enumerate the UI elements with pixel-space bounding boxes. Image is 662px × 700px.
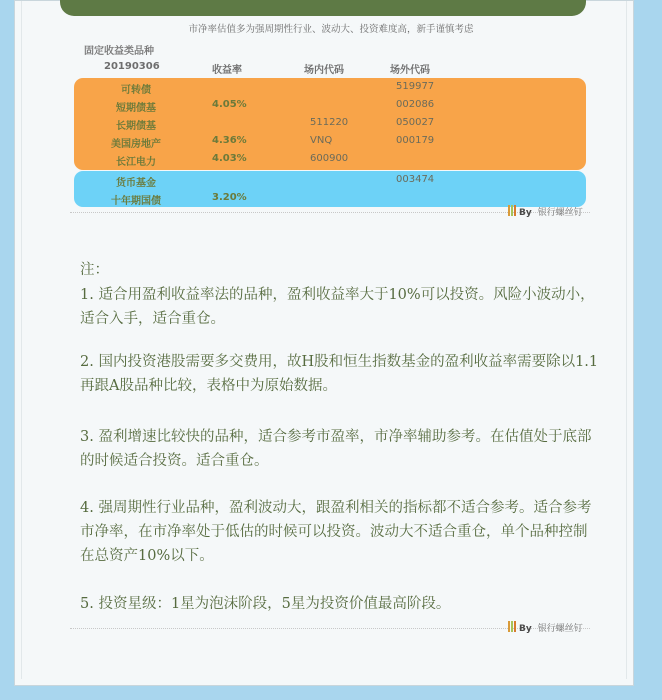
row-name: 短期债基 xyxy=(116,103,156,114)
table-row xyxy=(74,132,586,150)
row-in-code: VNQ xyxy=(310,135,333,146)
row-yield: 4.03% xyxy=(212,153,247,164)
top-note: 市净率估值多为强周期性行业、波动大、投资难度高，新手谨慎考虑 xyxy=(188,24,474,35)
row-out-code: 000179 xyxy=(396,135,435,146)
row-yield: 4.36% xyxy=(212,135,247,146)
note-item-3: 3. 盈利增速比较快的品种，适合参考市盈率，市净率辅助参考。在估值处于底部的时候适合投资。适合重仓。 xyxy=(80,429,592,469)
table-row xyxy=(74,171,586,189)
table-title: 固定收益类品种 xyxy=(84,46,154,57)
row-out-code: 002086 xyxy=(396,99,435,110)
row-in-code: 511220 xyxy=(310,117,349,128)
logo-icon xyxy=(508,621,516,632)
row-out-code: 050027 xyxy=(396,117,435,128)
note-item-4: 4. 强周期性行业品种，盈利波动大，跟盈利相关的指标都不适合参考。适合参考市净率，在市净率处于低估的时候可以投资。波动大不适合重仓，单个品种控制在总资产10%以下。 xyxy=(80,500,592,564)
row-name: 长江电力 xyxy=(116,157,156,168)
logo-icon xyxy=(508,205,516,216)
signature: By 银行螺丝钉 xyxy=(508,205,583,218)
table-row xyxy=(74,114,586,132)
top-banner xyxy=(60,0,586,16)
table-row xyxy=(74,78,586,96)
signature-bottom: By 银行螺丝钉 xyxy=(508,621,583,634)
row-name: 货币基金 xyxy=(116,178,156,189)
header-onexchange-code: 场内代码 xyxy=(304,65,344,76)
row-name: 可转债 xyxy=(121,85,151,96)
row-yield: 3.20% xyxy=(212,192,247,203)
row-out-code: 003474 xyxy=(396,174,435,185)
signature-name: 银行螺丝钉 xyxy=(537,624,583,634)
row-in-code: 600900 xyxy=(310,153,349,164)
header-otc-code: 场外代码 xyxy=(390,65,430,76)
table-row xyxy=(74,150,586,168)
row-name: 长期债基 xyxy=(116,121,156,132)
note-item-2: 2. 国内投资港股需要多交费用，故H股和恒生指数基金的盈利收益率需要除以1.1再跟A股品种比较，表格中为原始数据。 xyxy=(80,354,599,394)
signature-name: 银行螺丝钉 xyxy=(537,208,583,218)
row-yield: 4.05% xyxy=(212,99,247,110)
row-name: 十年期国债 xyxy=(111,196,161,207)
header-date: 20190306 xyxy=(104,61,160,72)
header-yield: 收益率 xyxy=(212,65,242,76)
row-out-code: 519977 xyxy=(396,81,435,92)
note-item-5: 5. 投资星级：1星为泡沫阶段，5星为投资价值最高阶段。 xyxy=(80,596,451,612)
note-item-1: 1. 适合用盈利收益率法的品种，盈利收益率大于10%可以投资。风险小波动小，适合入手，适合重仓。 xyxy=(80,287,595,327)
notes-heading: 注： xyxy=(80,262,109,278)
row-name: 美国房地产 xyxy=(111,139,161,150)
table-row xyxy=(74,96,586,114)
